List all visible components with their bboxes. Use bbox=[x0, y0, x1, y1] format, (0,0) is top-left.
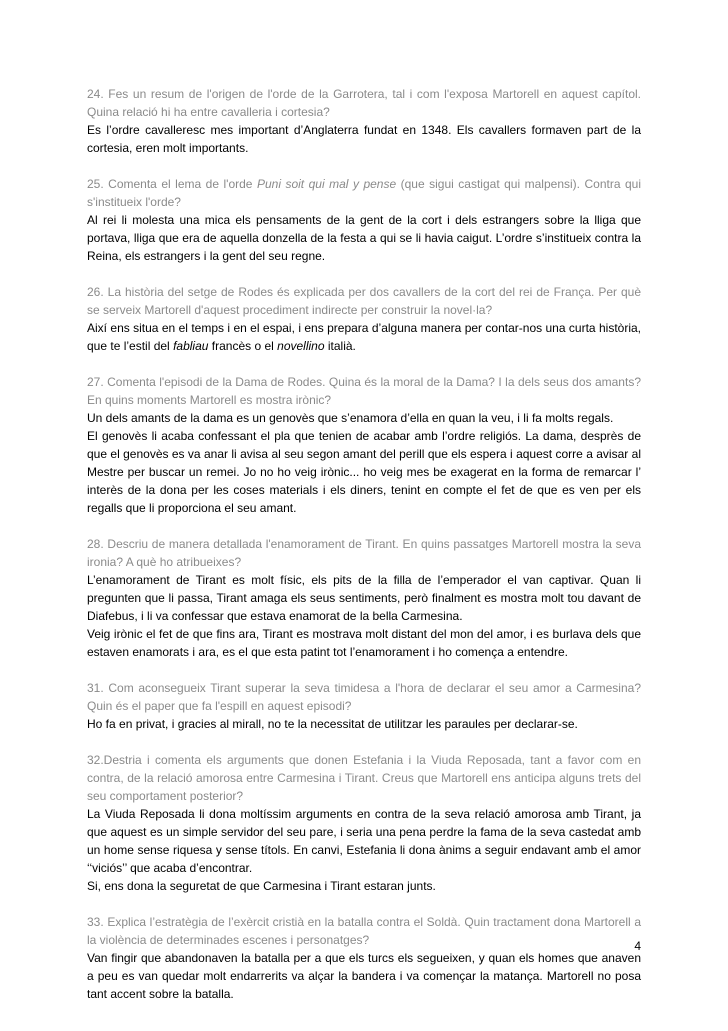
answer-text: Un dels amants de la dama es un genovès que s’enamora d’ella en quan la veu, i li fa molts regals. bbox=[87, 411, 614, 425]
document-body bbox=[87, 85, 641, 1021]
question-text: 27. Comenta l'episodi de la Dama de Rodes. Quina és la moral de la Dama? I la dels seus dos amants? En quins moments Martorell es mostra irònic? bbox=[87, 375, 641, 407]
answer-text: Es l’ordre cavalleresc mes important d’Anglaterra fundat en 1348. Els cavallers formaven part de la cortesia, eren molt importants. bbox=[87, 123, 641, 155]
question-block bbox=[87, 175, 641, 265]
question-block bbox=[87, 535, 641, 661]
answer-text: L’enamorament de Tirant es molt físic, els pits de la filla de l’emperador el van captivar. Quan li pregunten que li passa, Tirant amaga els seus sentiments, però finalment es mostra molt tou davant de Diafebus, i li va confessar que estava enamorat de la bella Carmesina. bbox=[87, 573, 641, 623]
answer-text: La Viuda Reposada li dona moltíssim arguments en contra de la seva relació amorosa amb Tirant, ja que aquest es un simple servidor del seu pare, i seria una pena perdre la fama de la seva castedat amb un home sense riquesa y sense títols. En canvi, Estefania li dona ànims a seguir endavant amb el amor ‘‘viciós’’ que acaba d’encontrar. bbox=[87, 807, 641, 875]
question-text: 26. La història del setge de Rodes és explicada per dos cavallers de la cort del rei de França. Per què se serveix Martorell d'aquest procediment indirecte per construir la novel·la? bbox=[87, 285, 641, 317]
answer-text: Veig irònic el fet de que fins ara, Tirant es mostrava molt distant del mon del amor, i es burlava dels que estaven enamorats i ara, es el que esta patint tot l’enamorament i ho comença a entendre. bbox=[87, 627, 641, 659]
answer-text: Així ens situa en el temps i en el espai, i ens prepara d’alguna manera per contar-nos una curta història, que te l’estil del fabliau francès o el novellino italià. bbox=[87, 321, 641, 353]
question-text: 25. Comenta el lema de l'orde Puni soit qui mal y pense (que sigui castigat qui malpensi). Contra qui s'instituеix l'orde? bbox=[87, 177, 641, 209]
question-block bbox=[87, 751, 641, 895]
question-block bbox=[87, 373, 641, 517]
question-block bbox=[87, 679, 641, 733]
question-text: 32.Destria i comenta els arguments que donen Estefania i la Viuda Reposada, tant a favor com en contra, de la relació amorosa entre Carmesina i Tirant. Creus que Martorell ens anticipa alguns trets del seu comportament posterior? bbox=[87, 753, 641, 803]
question-text: 31. Com aconsegueix Tirant superar la seva timidesa a l'hora de declarar el seu amor a Carmesina? Quin és el paper que fa l'espill en aquest episodi? bbox=[87, 681, 641, 713]
question-text: 28. Descriu de manera detallada l'enamorament de Tirant. En quins passatges Martorell mostra la seva ironia? A què ho atribueixes? bbox=[87, 537, 641, 569]
question-block bbox=[87, 913, 641, 1003]
answer-text: El genovès li acaba confessant el pla que tenien de acabar amb l’ordre religiós. La dama, desprès de que el genovès es va anar li avisa al seu segon amant del perill que els espera i aquest corre a avisar al Mestre per buscar un remei. Jo no ho veig irònic... ho veig mes be exagerat en la forma de remarcar l’ interès de la dona per les coses materials i els diners, tenint en compte el fet de que es ven per els regalls que li proporciona el seu amant. bbox=[87, 429, 641, 515]
answer-text: Si, ens dona la seguretat de que Carmesina i Tirant estaran junts. bbox=[87, 879, 436, 893]
page-number: 4 bbox=[634, 939, 641, 953]
question-text: 24. Fes un resum de l'origen de l'orde de la Garrotera, tal i com l'exposa Martorell en aquest capítol. Quina relació hi ha entre cavalleria i cortesia? bbox=[87, 87, 641, 119]
answer-text: Van fingir que abandonaven la batalla per a que els turcs els segueixen, y quan els homes que anaven a peu es van quedar molt endarrerits va alçar la bandera i va començar la matança. Martorell no posa tant accent sobre la batalla. bbox=[87, 951, 641, 1001]
answer-text: Al rei li molesta una mica els pensaments de la gent de la cort i dels estrangers sobre la lliga que portava, lliga que era de aquella donzella de la festa a qui se li havia caigut. L’ordre s’instituеix contra la Reina, els estrangers i la gent del seu regne. bbox=[87, 213, 641, 263]
answer-text: Ho fa en privat, i gracies al mirall, no te la necessitat de utilitzar les paraules per declarar-se. bbox=[87, 717, 578, 731]
question-block bbox=[87, 85, 641, 157]
question-block bbox=[87, 283, 641, 355]
question-text: 33. Explica l’estratègia de l’exèrcit cristià en la batalla contra el Soldà. Quin tractament dona Martorell a la violència de determinades escenes i personatges? bbox=[87, 915, 641, 947]
